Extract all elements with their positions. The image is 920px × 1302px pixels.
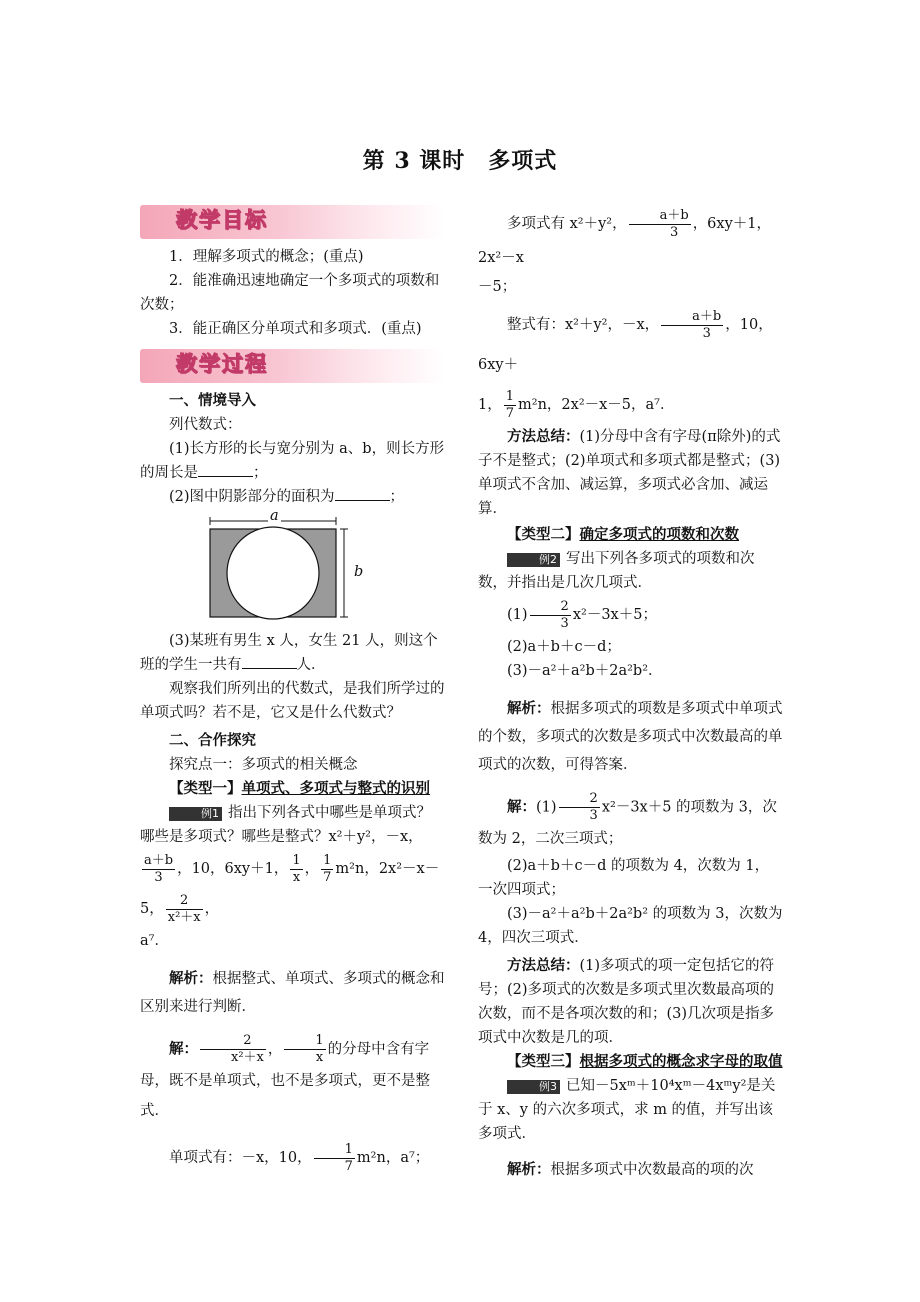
solution-1: 解： $\frac{2}{\text{x²＋x}}$ ， $\frac{1}{x}$ 的分母中含有字母，既不是单项式，也不是多项式，更不是整式．: [140, 1033, 430, 1119]
example-2-item-1: (1) $\frac{2}{3}$ x²－3x＋5；: [507, 598, 657, 631]
question-2: (2)图中阴影部分的面积为 ；: [140, 485, 445, 509]
monomials-answer: 单项式有：－x，10， $\frac{1}{7}$ m²n，a⁷；: [169, 1141, 430, 1174]
polynomials-answer: 多项式有 x²＋y²， $\frac{a+b}{3}$ ，6xy＋1，2x²－x: [478, 207, 772, 266]
banner-process-label: 教学过程: [176, 352, 268, 376]
page-title: 第 3 课时 多项式: [362, 148, 558, 174]
example-tag: 例1: [169, 807, 222, 821]
example-3: 例3 已知－5xᵐ＋10⁴xᵐ－4xᵐy²是关于 x、y 的六次多项式，求 m 的值，并写出该多项式．: [478, 1078, 776, 1142]
example-1-end: a⁷．: [140, 933, 169, 949]
label-b: b: [354, 564, 364, 580]
goal-item: 1．理解多项式的概念；(重点): [169, 249, 364, 265]
section-heading: 一、情境导入: [169, 392, 256, 409]
intro-text: 列代数式：: [169, 417, 242, 433]
polynomials-answer-cont: －5；: [478, 279, 517, 295]
type-heading: 【类型二】确定多项式的项数和次数: [507, 526, 739, 543]
analysis-3: 解析：根据多项式中次数最高的项的次: [507, 1161, 754, 1178]
inner-circle: [227, 527, 319, 619]
figure-svg: [198, 511, 368, 623]
label-a: a: [270, 508, 279, 524]
example-1: 例1 指出下列各式中哪些是单项式？哪些是多项式？哪些是整式？x²＋y²，－x，: [140, 805, 431, 845]
example-2-item-2: (2)a＋b＋c－d；: [507, 639, 621, 655]
goal-item: 3．能正确区分单项式和多项式．(重点): [169, 321, 422, 337]
example-2: 例2 写出下列各多项式的项数和次数，并指出是几次几项式．: [478, 551, 755, 591]
solution-2-c: (3)－a²＋a²b＋2a²b² 的项数为 3，次数为 4，四次三项式．: [478, 906, 783, 946]
type-heading: 【类型三】根据多项式的概念求字母的取值: [507, 1053, 783, 1070]
analysis-2: 解析：根据多项式的项数是多项式中单项式的个数，多项式的次数是多项式中次数最高的单项式的次数，可得答案．: [478, 700, 783, 773]
type-heading: 【类型一】单项式、多项式与整式的识别: [169, 780, 430, 797]
solution-2-b: (2)a＋b＋c－d 的项数为 4，次数为 1，一次四项式；: [478, 858, 770, 898]
observe-text: 观察我们所列出的代数式，是我们所学过的单项式吗？若不是，它又是什么代数式？: [140, 681, 445, 721]
integers-answer: 整式有：x²＋y²，－x， $\frac{a+b}{3}$ ，10，6xy＋: [478, 308, 773, 373]
right-column: [478, 205, 783, 1182]
left-column: [140, 205, 445, 1178]
banner-teaching-goals: [140, 205, 445, 239]
method-summary-2: 方法总结：(1)多项式的项一定包括它的符号；(2)多项式的次数是多项式里次数最高项的次数，而不是各项次数的和；(3)几次项是指多项式中次数是几的项．: [478, 957, 775, 1046]
integers-answer-cont: 1， $\frac{1}{7}$ m²n，2x²－x－5，a⁷．: [478, 388, 675, 421]
shaded-rectangle-figure: [198, 508, 368, 623]
solution-2: 解：(1) $\frac{2}{3}$ x²－3x＋5 的项数为 3，次数为 2，二次三项式；: [478, 791, 777, 847]
example-1-expressions: $\frac{a+b}{3}$ ，10，6xy＋1， $\frac{1}{x}$ ， $\frac{1}{7}$ m²n，2x²－x－5， $\frac{2}{\text{x²＋x}}$ ，: [140, 852, 440, 925]
example-2-item-3: (3)－a²＋a²b＋2a²b²．: [507, 663, 663, 679]
banner-goals-label: 教学目标: [176, 208, 268, 232]
section-heading: 二、合作探究: [169, 732, 256, 749]
explore-point: 探究点一：多项式的相关概念: [169, 757, 358, 773]
banner-teaching-process: [140, 349, 445, 383]
example-tag: 例3: [507, 1080, 560, 1094]
analysis-1: 解析：根据整式、单项式、多项式的概念和区别来进行判断．: [140, 970, 445, 1015]
goal-item: 2．能准确迅速地确定一个多项式的项数和次数；: [140, 273, 440, 313]
method-summary-1: 方法总结：(1)分母中含有字母(π除外)的式子不是整式；(2)单项式和多项式都是整式；(3)单项式不含加、减运算，多项式必含加、减运算．: [478, 428, 781, 517]
example-tag: 例2: [507, 553, 560, 567]
question-1: (1)长方形的长与宽分别为 a、b，则长方形的周长是 ；: [140, 441, 445, 481]
question-3: (3)某班有男生 x 人，女生 21 人，则这个班的学生一共有 人．: [140, 633, 438, 673]
